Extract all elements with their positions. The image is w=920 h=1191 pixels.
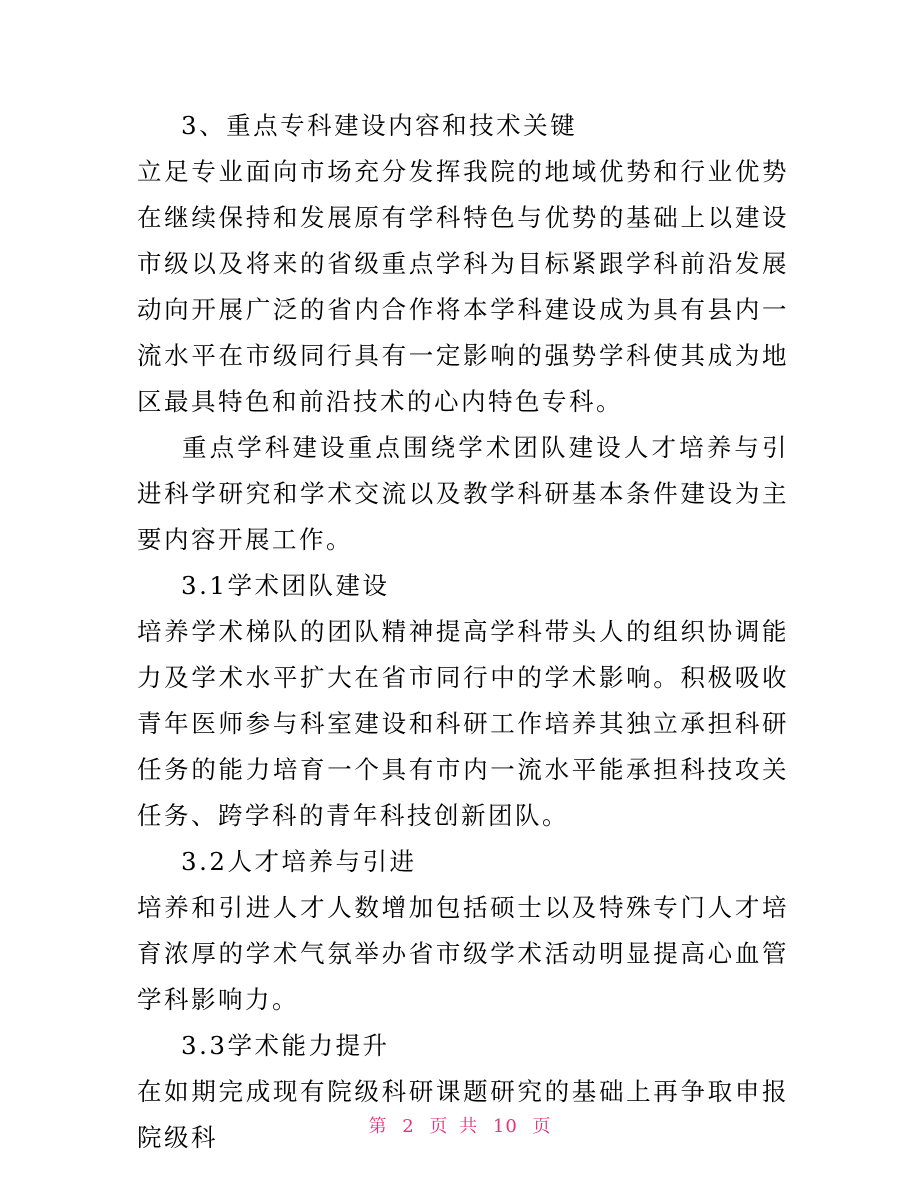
section-heading-3: 3、重点专科建设内容和技术关键 <box>181 111 578 140</box>
section-heading-3-1: 3.1学术团队建设 <box>181 571 390 600</box>
body-paragraph: 在如期完成现有院级科研课题研究的基础上再争取申报院级科 <box>137 1077 789 1152</box>
footer-page-number: 2 <box>402 1116 415 1137</box>
footer-total-pages: 10 <box>492 1116 518 1137</box>
body-paragraph: 重点学科建设重点围绕学术团队建设人才培养与引进科学研究和学术交流以及教学科研基本条件建设为主要内容开展工作。 <box>137 433 789 554</box>
section-heading-3-3: 3.3学术能力提升 <box>181 1031 390 1060</box>
footer-middle: 页 共 <box>429 1116 479 1137</box>
body-paragraph: 立足专业面向市场充分发挥我院的地域优势和行业优势在继续保持和发展原有学科特色与优势的基础上以建设市级以及将来的省级重点学科为目标紧跟学科前沿发展动向开展广泛的省内合作将本学科建设成为具有县内一流水平在市级同行具有一定影响的强势学科使其成为地区最具特色和前沿技术的心内特色专科。 <box>137 157 789 416</box>
body-paragraph: 培养学术梯队的团队精神提高学科带头人的组织协调能力及学术水平扩大在省市同行中的学术影响。积极吸收青年医师参与科室建设和科研工作培养其独立承担科研任务的能力培育一个具有市内一流水平能承担科技攻关任务、跨学科的青年科技创新团队。 <box>137 617 789 830</box>
body-paragraph: 培养和引进人才人数增加包括硕士以及特殊专门人才培育浓厚的学术气氛举办省市级学术活动明显提高心血管学科影响力。 <box>137 893 789 1014</box>
document-body <box>137 103 789 1161</box>
footer-prefix: 第 <box>368 1116 388 1137</box>
footer-suffix: 页 <box>532 1116 552 1137</box>
page-footer <box>0 1112 920 1138</box>
section-heading-3-2: 3.2人才培养与引进 <box>181 847 417 876</box>
